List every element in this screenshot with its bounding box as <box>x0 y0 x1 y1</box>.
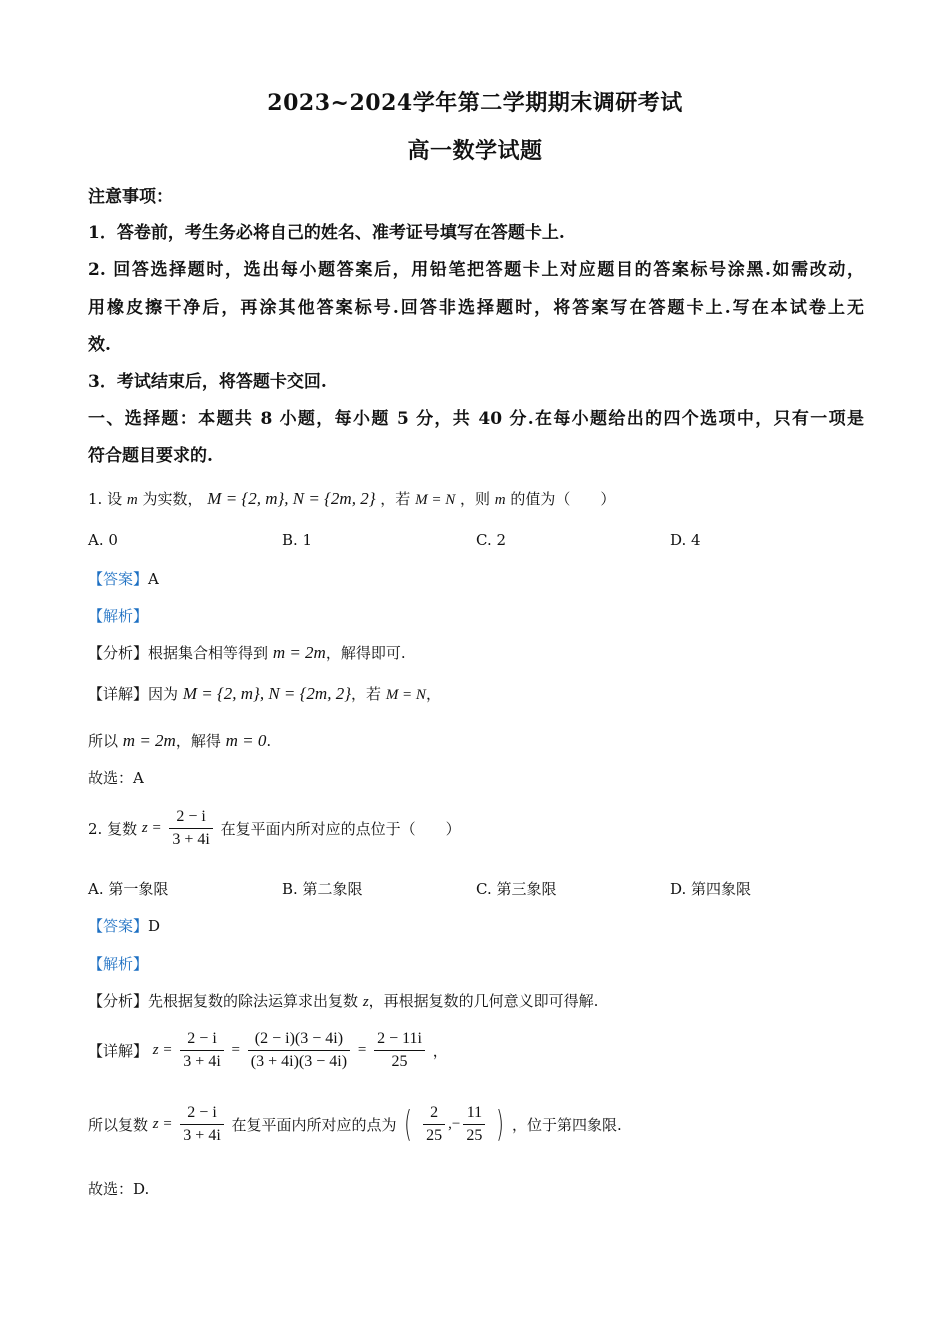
q2-frac-den: 3 + 4i <box>172 831 210 848</box>
q1-choose: 故选：A <box>88 769 144 787</box>
q1-so-text2: ，解得 <box>175 732 221 750</box>
q2-pt-x-num: 2 <box>423 1104 445 1125</box>
q1-analysis-tag: 【解析】 <box>88 607 149 625</box>
q1-fenxi-tag: 【分析】 <box>88 644 149 662</box>
q2-fenxi <box>88 990 598 1011</box>
q2-pt-y-num: 11 <box>463 1104 485 1125</box>
q2-answer-value: D <box>148 917 161 935</box>
q1-detail <box>88 683 441 704</box>
q2-step2-num: (2 − i)(3 − 4i) <box>248 1030 350 1051</box>
q2-fenxi-tag: 【分析】 <box>88 992 149 1010</box>
q2-so-z-eq: z = <box>152 1116 173 1132</box>
q2-pt-y-den: 25 <box>466 1127 483 1144</box>
q1-option-d: D. 4 <box>670 531 701 549</box>
q2-detail-frac-3 <box>374 1030 425 1071</box>
q2-fenxi-text2: ，再根据复数的几何意义即可得解. <box>368 992 599 1010</box>
q2-solution <box>88 1104 622 1145</box>
q1-detail-cond: M = N <box>385 687 426 703</box>
q1-option-c: C. 2 <box>476 531 507 549</box>
q2-so-text3: ，位于第四象限. <box>512 1116 622 1134</box>
q2-analysis-tag: 【解析】 <box>88 955 149 973</box>
q1-option-b: B. 1 <box>282 531 313 549</box>
q2-detail-comma: ， <box>432 1042 448 1060</box>
q1-answer <box>88 568 159 589</box>
q1-detail-sets: M = {2, m}, N = {2m, 2} <box>182 684 352 703</box>
q2-detail-frac-2 <box>248 1030 350 1071</box>
q1-solution <box>88 730 271 751</box>
q2-eq-1: = <box>231 1042 241 1058</box>
q1-detail-text1: 因为 <box>148 685 179 703</box>
q2-so-frac-den: 3 + 4i <box>183 1127 221 1144</box>
q1-var-m: m <box>126 492 138 508</box>
q2-step2-den: (3 + 4i)(3 − 4i) <box>250 1053 348 1070</box>
q2-step1-den: 3 + 4i <box>183 1053 221 1070</box>
q1-so-text1: 所以 <box>88 732 119 750</box>
q2-so-text1: 所以复数 <box>88 1116 149 1134</box>
q2-fenxi-z: z <box>362 994 369 1010</box>
q2-answer-tag: 【答案】 <box>88 917 149 935</box>
q2-answer <box>88 915 160 936</box>
q1-so-eq1: m = 2m <box>122 731 176 750</box>
q2-choose: 故选：D. <box>88 1180 150 1198</box>
q2-eq-2: = <box>357 1042 367 1058</box>
q2-left-paren: ( <box>404 1103 413 1145</box>
q2-step3-num: 2 − 11i <box>374 1030 425 1051</box>
q2-step3-den: 25 <box>391 1053 408 1070</box>
q2-pt-x-den: 25 <box>426 1127 443 1144</box>
q2-point-y <box>463 1104 485 1145</box>
q2-option-d: D. 第四象限 <box>670 880 752 898</box>
q1-so-text3: . <box>266 732 272 750</box>
q2-option-a: A. 第一象限 <box>88 880 169 898</box>
section-heading-line1: 一、选择题：本题共 8 小题，每小题 5 分，共 40 分.在每小题给出的四个选项中，只有一项是 <box>88 409 864 429</box>
notes-heading: 注意事项： <box>88 187 173 207</box>
q2-detail-frac-1 <box>180 1030 223 1071</box>
q2-detail-tag: 【详解】 <box>88 1042 149 1060</box>
q1-sets: M = {2, m}, N = {2m, 2} <box>207 489 376 508</box>
q1-fenxi <box>88 642 406 663</box>
q2-option-b: B. 第二象限 <box>282 880 363 898</box>
q2-option-c: C. 第三象限 <box>476 880 557 898</box>
exam-title: 2023~2024学年第二学期期末调研考试 <box>267 90 683 116</box>
q1-fenxi-text2: ，解得即可. <box>325 644 406 662</box>
q2-point-x <box>423 1104 445 1145</box>
q2-frac-num: 2 − i <box>169 808 212 829</box>
question-1-stem <box>88 488 615 509</box>
q1-fenxi-eq: m = 2m <box>272 643 326 662</box>
note-item-2-line2: 用橡皮擦干净后，再涂其他答案标号.回答非选择题时，将答案写在答题卡上.写在本试卷上无 <box>88 298 864 318</box>
exam-subtitle: 高一数学试题 <box>407 138 543 164</box>
q2-detail <box>88 1030 448 1071</box>
q2-prefix: 2. 复数 <box>88 820 138 838</box>
q1-fenxi-text1: 根据集合相等得到 <box>148 644 269 662</box>
q2-fenxi-text: 先根据复数的除法运算求出复数 <box>148 992 359 1010</box>
q1-text4: 的值为（ ） <box>510 490 616 508</box>
q1-answer-tag: 【答案】 <box>88 570 149 588</box>
q1-detail-text3: ， <box>425 685 441 703</box>
section-heading-line2: 符合题目要求的. <box>88 446 213 466</box>
q2-text1: 在复平面内所对应的点位于（ ） <box>220 820 461 838</box>
q2-so-frac <box>180 1104 223 1145</box>
q1-detail-tag: 【详解】 <box>88 685 149 703</box>
q2-right-paren: ) <box>496 1103 505 1145</box>
q2-so-frac-num: 2 − i <box>180 1104 223 1125</box>
q1-so-eq2: m = 0 <box>225 731 267 750</box>
q2-z-eq: z = <box>141 820 162 836</box>
question-2-stem <box>88 808 461 849</box>
q1-prefix: 1. 设 <box>88 490 123 508</box>
q2-detail-z: z = <box>152 1042 173 1058</box>
q1-cond: M = N <box>415 492 456 508</box>
note-item-2-line1: 2. 回答选择题时，选出每小题答案后，用铅笔把答题卡上对应题目的答案标号涂黑.如需改动， <box>88 260 864 280</box>
note-item-3: 3．考试结束后，将答题卡交回. <box>88 372 327 392</box>
q1-text3: ，则 <box>459 490 490 508</box>
q2-so-text2: 在复平面内所对应的点为 <box>231 1116 397 1134</box>
q2-fraction <box>169 808 212 849</box>
q1-text1: 为实数， <box>142 490 203 508</box>
q1-var-m-2: m <box>494 492 506 508</box>
q1-answer-value: A <box>148 570 159 588</box>
q1-detail-text2: ，若 <box>351 685 382 703</box>
q2-pt-sep: ,− <box>448 1116 461 1132</box>
q1-text2: ，若 <box>380 490 411 508</box>
note-item-1: 1．答卷前，考生务必将自己的姓名、准考证号填写在答题卡上. <box>88 223 565 243</box>
q2-step1-num: 2 − i <box>180 1030 223 1051</box>
q1-option-a: A. 0 <box>88 531 118 549</box>
note-item-2-line3: 效. <box>88 335 111 355</box>
